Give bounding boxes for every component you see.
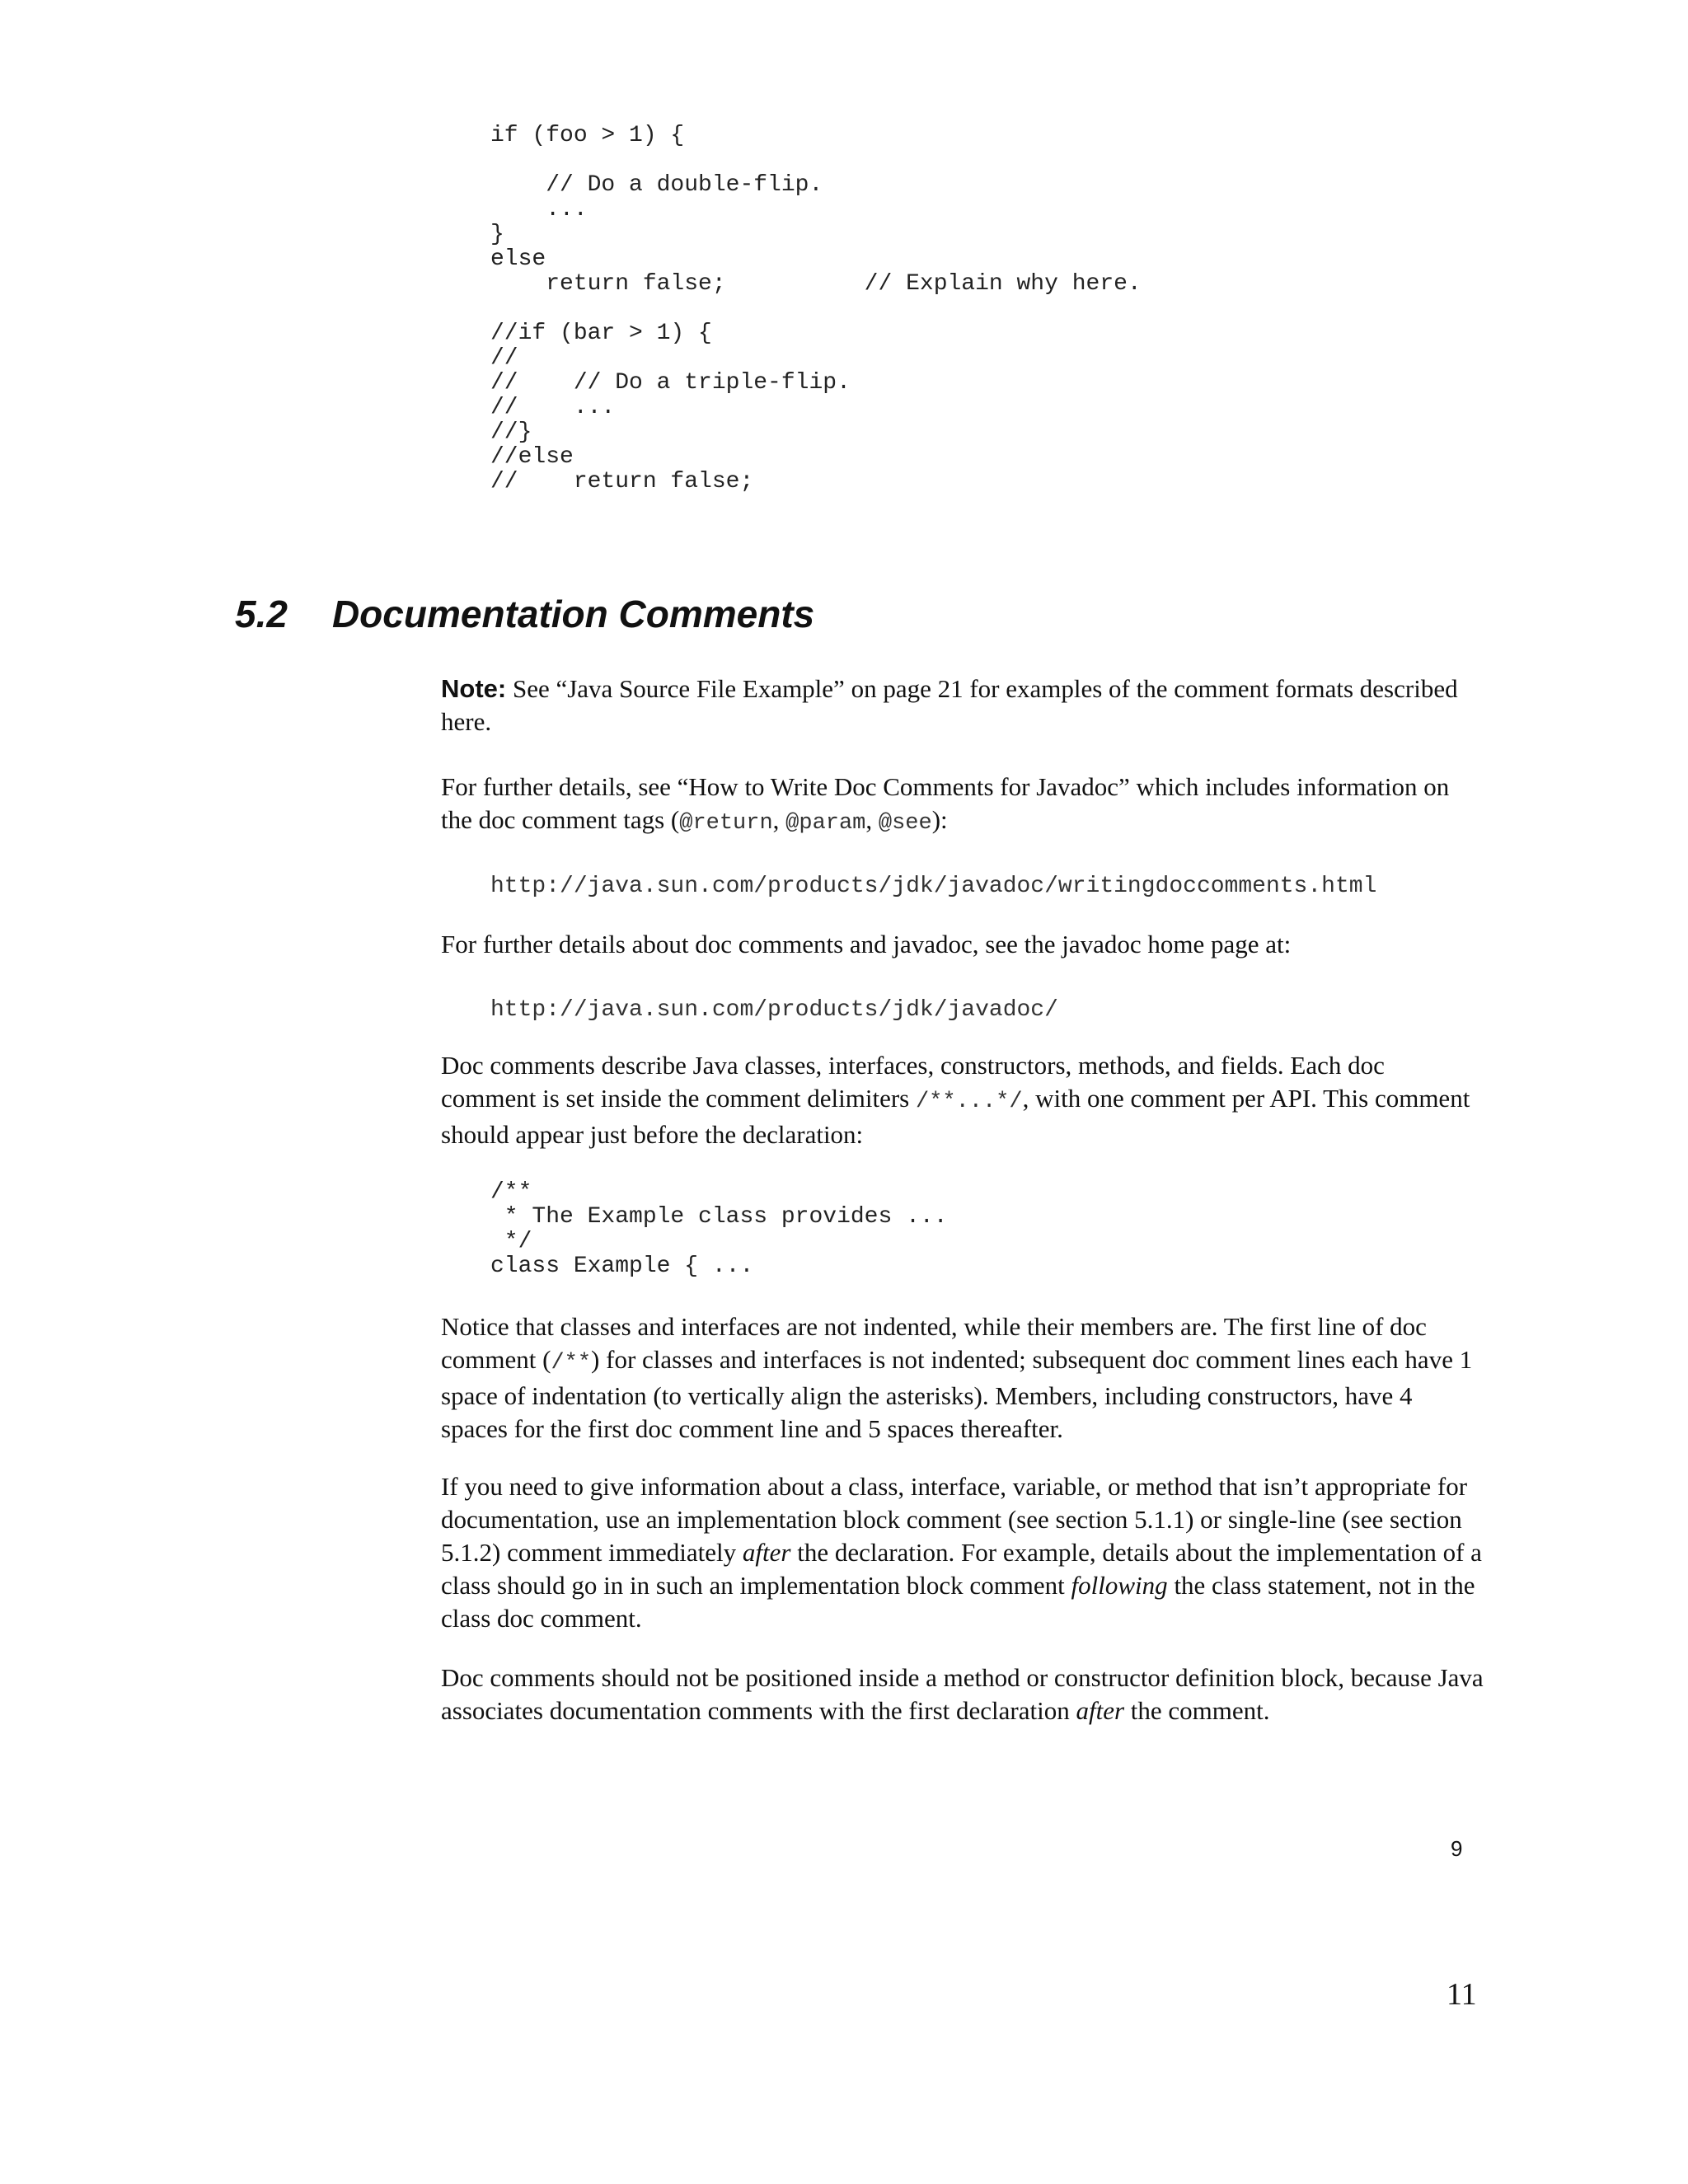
code-line: // [490,345,518,371]
notice-paragraph [441,1310,1484,1446]
positioning-paragraph [441,1661,1496,1727]
doc-comments-paragraph [441,1049,1484,1151]
code-line: } [490,222,504,247]
delimiter-code: /** [551,1351,592,1376]
separator: , [772,805,786,834]
code-line: if (foo > 1) { [490,123,685,148]
details-text: For further details, see “How to Write Doc Comments for Javadoc” which includes information on the doc comment tags ( [441,772,1450,834]
page-number-inner: 9 [1451,1836,1463,1861]
code-line: class Example { ... [490,1254,754,1279]
code-line: * The Example class provides ... [490,1204,948,1230]
code-line: */ [490,1229,532,1254]
code-line: // return false; [490,469,754,494]
details-text-end: ): [931,805,948,834]
code-line: ... [490,197,588,223]
notice-text: Notice that classes and interfaces are not indented, while their members are. The first line of doc comment ( [441,1312,1427,1374]
code-line: /** [490,1179,532,1205]
section-heading [235,592,814,636]
tag-see: @see [878,811,932,836]
code-line [490,297,1142,321]
position-text-end: the comment. [1124,1696,1270,1725]
position-text: Doc comments should not be positioned inside a method or constructor definition block, because Java associates documentation comments with the first declaration [441,1663,1484,1725]
code-line: //else [490,444,574,470]
emphasis-after: after [1076,1696,1125,1725]
info-text-end: the class statement, not in the class doc comment. [441,1571,1475,1633]
page-number-outer: 11 [1447,1977,1477,2012]
delimiter-code: /**...*/ [915,1090,1023,1114]
section-number: 5.2 [235,593,288,635]
note-label: Note: [441,674,507,703]
code-line: return false; // Explain why here. [490,271,1142,297]
code-line: //} [490,419,532,445]
code-block-if-else [490,124,1142,494]
url-javadoc-home: http://java.sun.com/products/jdk/javadoc/ [490,997,1058,1023]
code-line: // ... [490,395,616,420]
code-line: //if (bar > 1) { [490,321,712,346]
separator: , [865,805,879,834]
doc-text: Doc comments describe Java classes, interfaces, constructors, methods, and fields. Each doc comment is set inside the comment delimiters [441,1051,1385,1113]
code-block-example-class [490,1180,948,1279]
note-paragraph [441,673,1484,738]
implementation-comment-paragraph [441,1470,1484,1635]
info-text: If you need to give information about a class, interface, variable, or method that isn’t appropriate for documentation, use an implementation block comment (see section 5.1.1) or single-line (see section 5.1.2) comment immediately [441,1472,1468,1567]
tag-param: @param [785,811,866,836]
url-writing-doc-comments: http://java.sun.com/products/jdk/javadoc/writingdoccomments.html [490,874,1377,899]
emphasis-after: after [742,1538,791,1567]
note-text: See “Java Source File Example” on page 21 for examples of the comment formats described here. [441,674,1458,736]
further-details-paragraph [441,771,1484,840]
info-text: the declaration. For example, details about the implementation of a class should go in in such an implementation block comment [441,1538,1482,1600]
section-title: Documentation Comments [331,593,815,635]
code-line [490,148,1142,173]
code-line: else [490,246,546,272]
code-line: // // Do a triple-flip. [490,370,851,396]
emphasis-following: following [1071,1571,1168,1600]
doc-text-end: , with one comment per API. This comment should appear just before the declaration: [441,1084,1470,1149]
tag-return: @return [679,811,773,836]
notice-text-end: ) for classes and interfaces is not indented; subsequent doc comment lines each have 1 space of indentation (to vertically align the asterisks). Members, including constructors, have 4 spaces for the first doc comment line and 5 spaces thereafter. [441,1345,1473,1443]
javadoc-home-paragraph: For further details about doc comments and javadoc, see the javadoc home page at: [441,930,1292,958]
code-line: // Do a double-flip. [490,172,823,198]
